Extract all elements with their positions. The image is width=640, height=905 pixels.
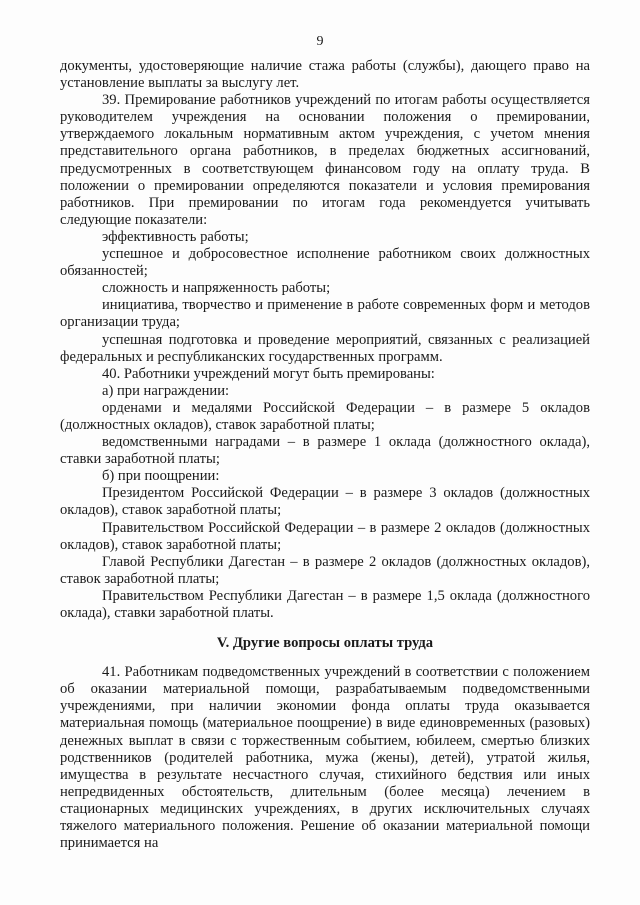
paragraph: 39. Премирование работников учреждений по итогам работы осуществляется руководителем учреждения на основании положения о премировании, утверждаемого локальным нормативным актом учреждения, с учетом мнения представительного органа работников, в пределах бюджетных ассигнований, предусмотренных в соответствующем финансовом году на оплату труда. В положении о премировании определяются показатели и условия премирования работников. При премировании по итогам года рекомендуется учитывать следующие показатели: <box>60 92 590 228</box>
paragraph: 41. Работникам подведомственных учреждений в соответствии с положением об оказании материальной помощи, разрабатываемым подведомственными учреждениями, при наличии экономии фонда оплаты труда оказывается материальная помощь (материальное поощрение) в виде единовременных (разовых) денежных выплат в связи с торжественным событием, юбилеем, смертью близких родственников (родителей работника, мужа (жены), детей), утратой жилья, имущества в результате несчастного случая, стихийного бедствия или иных непредвиденных обстоятельств, длительным (более месяца) лечением в стационарных медицинских учреждениях, в других исключительных случаях тяжелого материального положения. Решение об оказании материальной помощи принимается на <box>60 664 590 852</box>
document-body <box>60 58 590 852</box>
paragraph: Главой Республики Дагестан – в размере 2 окладов (должностных окладов), ставок заработной платы; <box>60 553 590 587</box>
paragraphs-after-heading <box>60 664 590 852</box>
page-number: 9 <box>316 34 324 49</box>
paragraphs-before-heading <box>60 58 590 622</box>
paragraph: орденами и медалями Российской Федерации – в размере 5 окладов (должностных окладов), ставок заработной платы; <box>60 399 590 433</box>
paragraph: успешная подготовка и проведение мероприятий, связанных с реализацией федеральных и республиканских государственных программ. <box>60 331 590 365</box>
paragraph: Правительством Российской Федерации – в размере 2 окладов (должностных окладов), ставок заработной платы; <box>60 519 590 553</box>
paragraph: 40. Работники учреждений могут быть премированы: <box>102 365 435 382</box>
paragraph: успешное и добросовестное исполнение работником своих должностных обязанностей; <box>60 246 590 280</box>
paragraph: ведомственными наградами – в размере 1 оклада (должностного оклада), ставки заработной платы; <box>60 434 590 468</box>
section-heading: V. Другие вопросы оплаты труда <box>216 635 434 652</box>
paragraph: сложность и напряженность работы; <box>102 280 331 297</box>
paragraph: эффективность работы; <box>102 228 249 245</box>
paragraph: Правительством Республики Дагестан – в размере 1,5 оклада (должностного оклада), ставки заработной платы. <box>60 587 590 621</box>
paragraph: документы, удостоверяющие наличие стажа работы (службы), дающего право на установление выплаты за выслугу лет. <box>60 58 590 92</box>
paragraph: б) при поощрении: <box>102 468 220 485</box>
paragraph: а) при награждении: <box>102 382 230 399</box>
paragraph: инициатива, творчество и применение в работе современных форм и методов организации труда; <box>60 297 590 331</box>
paragraph: Президентом Российской Федерации – в размере 3 окладов (должностных окладов), ставок заработной платы; <box>60 485 590 519</box>
